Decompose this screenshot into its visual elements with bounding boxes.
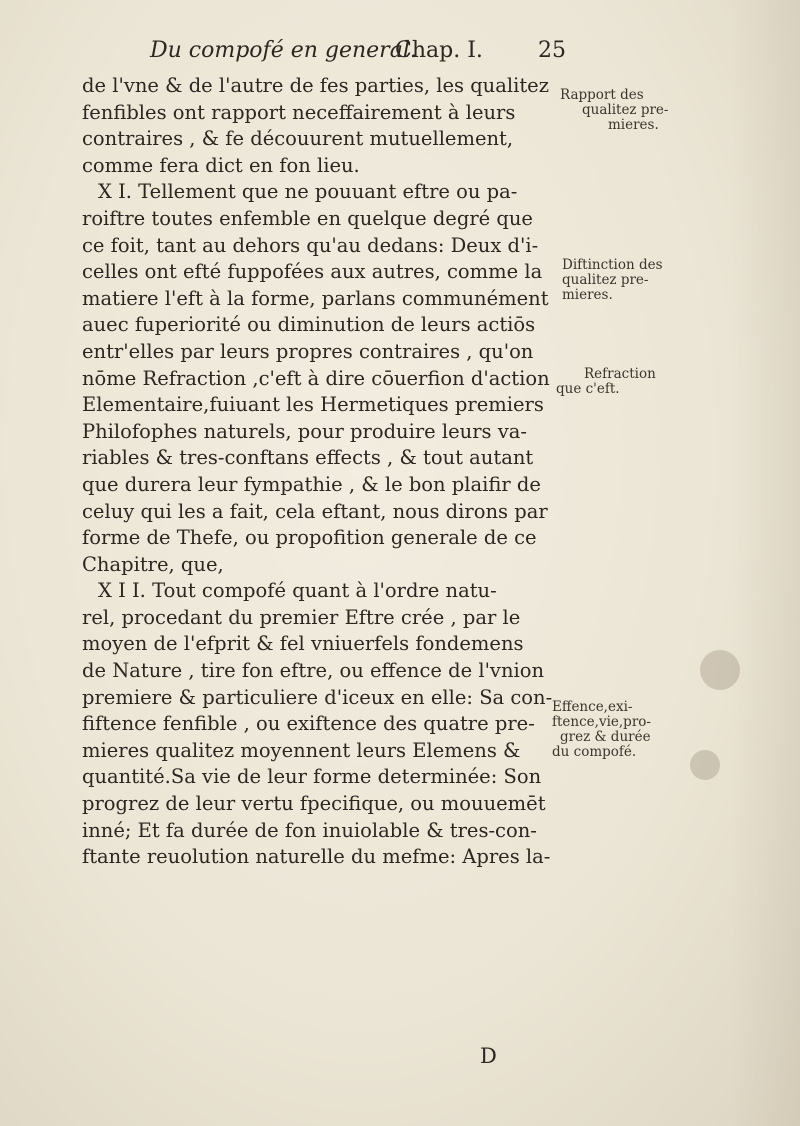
text-line: celuy qui les a fait, cela eftant, nous dirons par [82,499,548,523]
text-line: forme de Thefe, ou propofition generale de ce [82,526,537,550]
paper-stain [700,650,740,690]
marginal-note [550,88,785,133]
running-title: Du compofé en general. [150,38,417,63]
text-line: nōme Refraction ,c'eft à dire cōuerfion d'action [82,366,550,390]
marginal-note-line: qualitez pre- [582,102,669,118]
marginal-note-line: ftence,vie,pro- [552,714,651,730]
body-text [82,73,553,871]
text-line: comme fera dict en fon lieu. [82,153,360,177]
text-line: ftante reuolution naturelle du mefme: Apres la- [82,845,551,869]
text-line: auec fuperiorité ou diminution de leurs actiōs [82,313,536,337]
marginal-note [550,700,785,760]
page-edge-shadow [730,0,800,1126]
marginal-note-line: mieres. [608,117,659,133]
page-number: 25 [538,38,566,63]
text-line: contraires , & fe découurent mutuellement, [82,127,514,151]
text-line: fiftence fenfible , ou exiftence des quatre pre- [82,712,535,736]
marginal-note [550,367,785,397]
text-line: premiere & particuliere d'iceux en elle: Sa con- [82,685,553,709]
text-line: quantité.Sa vie de leur forme determinée: Son [82,765,542,789]
text-line: Elementaire,fuiuant les Hermetiques premiers [82,393,544,417]
text-line: entr'elles par leurs propres contraires , qu'on [82,339,534,363]
marginal-note-line: grez & durée [560,729,651,745]
text-line: de l'vne & de l'autre de fes parties, les qualitez [82,74,549,97]
marginal-note-line: mieres. [562,287,613,303]
marginal-note-line: du compofé. [552,744,637,760]
text-line: matiere l'eft à la forme, parlans communément [82,286,549,310]
marginal-note-line: Rapport des [560,87,644,103]
catchword: D [480,1044,497,1068]
text-line: roiftre toutes enfemble en quelque degré que [82,206,533,230]
text-line: moyen de l'efprit & fel vniuerfels fondemens [82,632,524,656]
marginal-note [550,258,785,303]
marginal-note-line: Effence,exi- [552,699,633,715]
text-line: rel, procedant du premier Eftre crée , par le [82,605,521,629]
text-line: celles ont efté fuppofées aux autres, comme la [82,260,543,284]
text-line: X I I. Tout compofé quant à l'ordre natu- [98,579,497,603]
text-line: fenfibles ont rapport neceffairement à leurs [82,100,516,124]
marginal-note-line: qualitez pre- [562,272,649,288]
page-header [150,38,570,68]
text-line: X I. Tellement que ne pouuant eftre ou pa- [98,180,518,204]
marginal-note-line: que c'eft. [556,381,620,397]
marginal-note-line: Refraction [584,366,656,382]
text-line: progrez de leur vertu fpecifique, ou mouuemēt [82,792,546,816]
marginal-note-line: Diftinction des [562,257,663,273]
text-line: que durera leur fympathie , & le bon plaifir de [82,472,541,496]
text-line: Chapitre, que, [82,552,224,576]
text-line: ce foit, tant au dehors qu'au dedans: Deux d'i- [82,233,539,257]
text-line: Philofophes naturels, pour produire leurs va- [82,419,527,443]
text-line: mieres qualitez moyennent leurs Elemens & [82,738,521,762]
chapter-label: Chap. I. [395,38,483,63]
text-line: de Nature , tire fon eftre, ou effence de l'vnion [82,659,545,683]
text-line: inné; Et fa durée de fon inuiolable & tres-con- [82,818,537,842]
text-line: riables & tres-conftans effects , & tout autant [82,446,534,470]
